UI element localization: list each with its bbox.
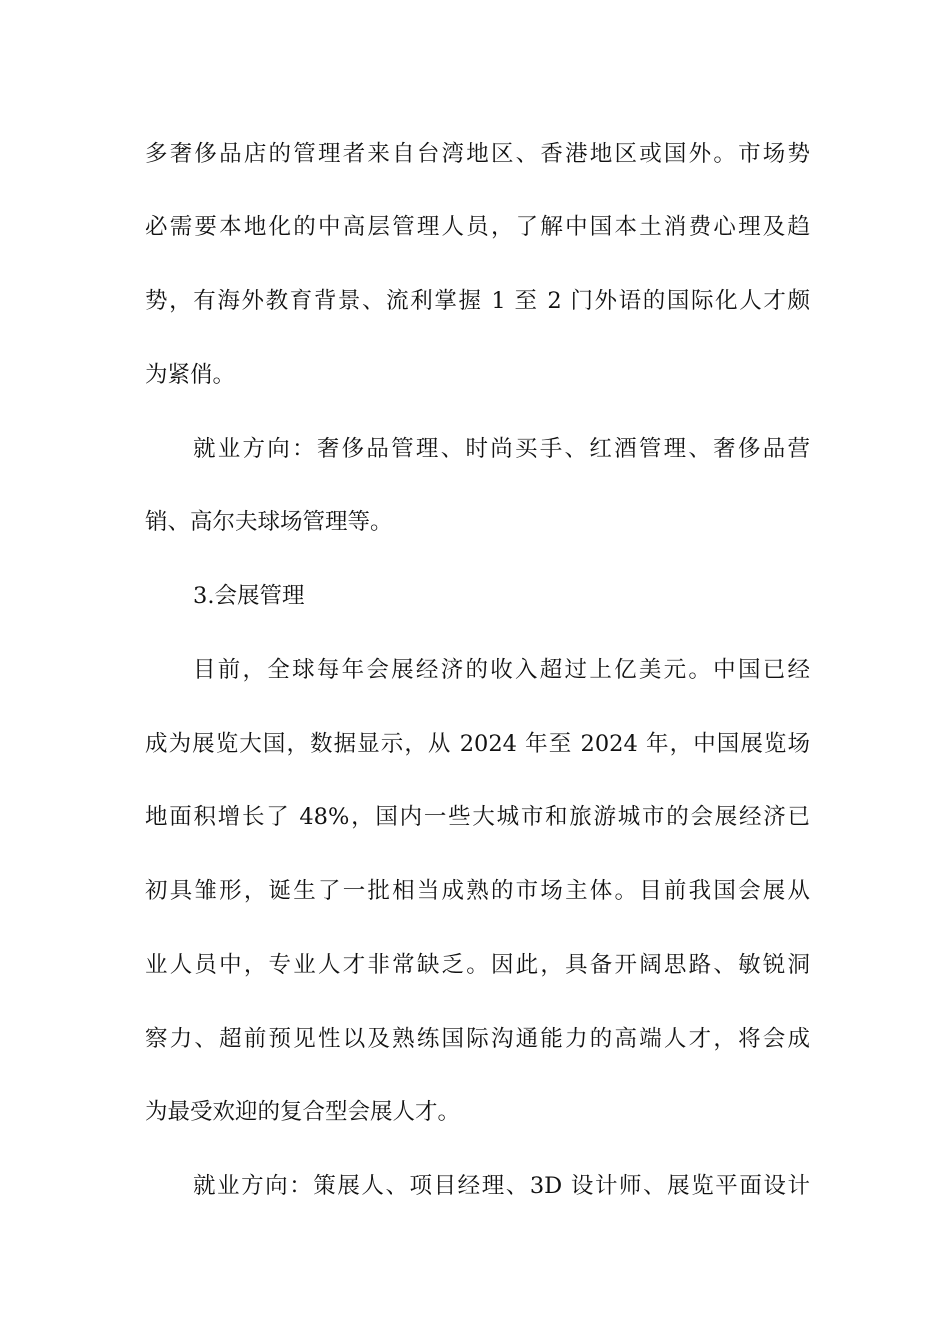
text-line: 目前，全球每年会展经济的收入超过上亿美元。中国已经 — [193, 657, 810, 683]
text-line: 势，有海外教育背景、流利掌握 1 至 2 门外语的国际化人才颇 — [145, 288, 810, 314]
text-line: 地面积增长了 48%，国内一些大城市和旅游城市的会展经济已 — [145, 804, 810, 830]
text-line: 就业方向：策展人、项目经理、3D 设计师、展览平面设计 — [193, 1173, 810, 1199]
text-line: 销、高尔夫球场管理等。 — [145, 509, 393, 535]
text-line: 成为展览大国，数据显示，从 2024 年至 2024 年，中国展览场 — [145, 731, 810, 757]
text-line: 多奢侈品店的管理者来自台湾地区、香港地区或国外。市场势 — [145, 141, 810, 167]
text-line: 为紧俏。 — [145, 362, 236, 388]
text-line: 为最受欢迎的复合型会展人才。 — [145, 1099, 461, 1125]
text-line: 察力、超前预见性以及熟练国际沟通能力的高端人才，将会成 — [145, 1026, 810, 1052]
section-heading: 3.会展管理 — [193, 583, 305, 609]
text-line: 业人员中，专业人才非常缺乏。因此，具备开阔思路、敏锐洞 — [145, 952, 810, 978]
text-line: 初具雏形，诞生了一批相当成熟的市场主体。目前我国会展从 — [145, 878, 810, 904]
text-line: 就业方向：奢侈品管理、时尚买手、红酒管理、奢侈品营 — [193, 436, 810, 462]
text-line: 必需要本地化的中高层管理人员，了解中国本土消费心理及趋 — [145, 214, 810, 240]
